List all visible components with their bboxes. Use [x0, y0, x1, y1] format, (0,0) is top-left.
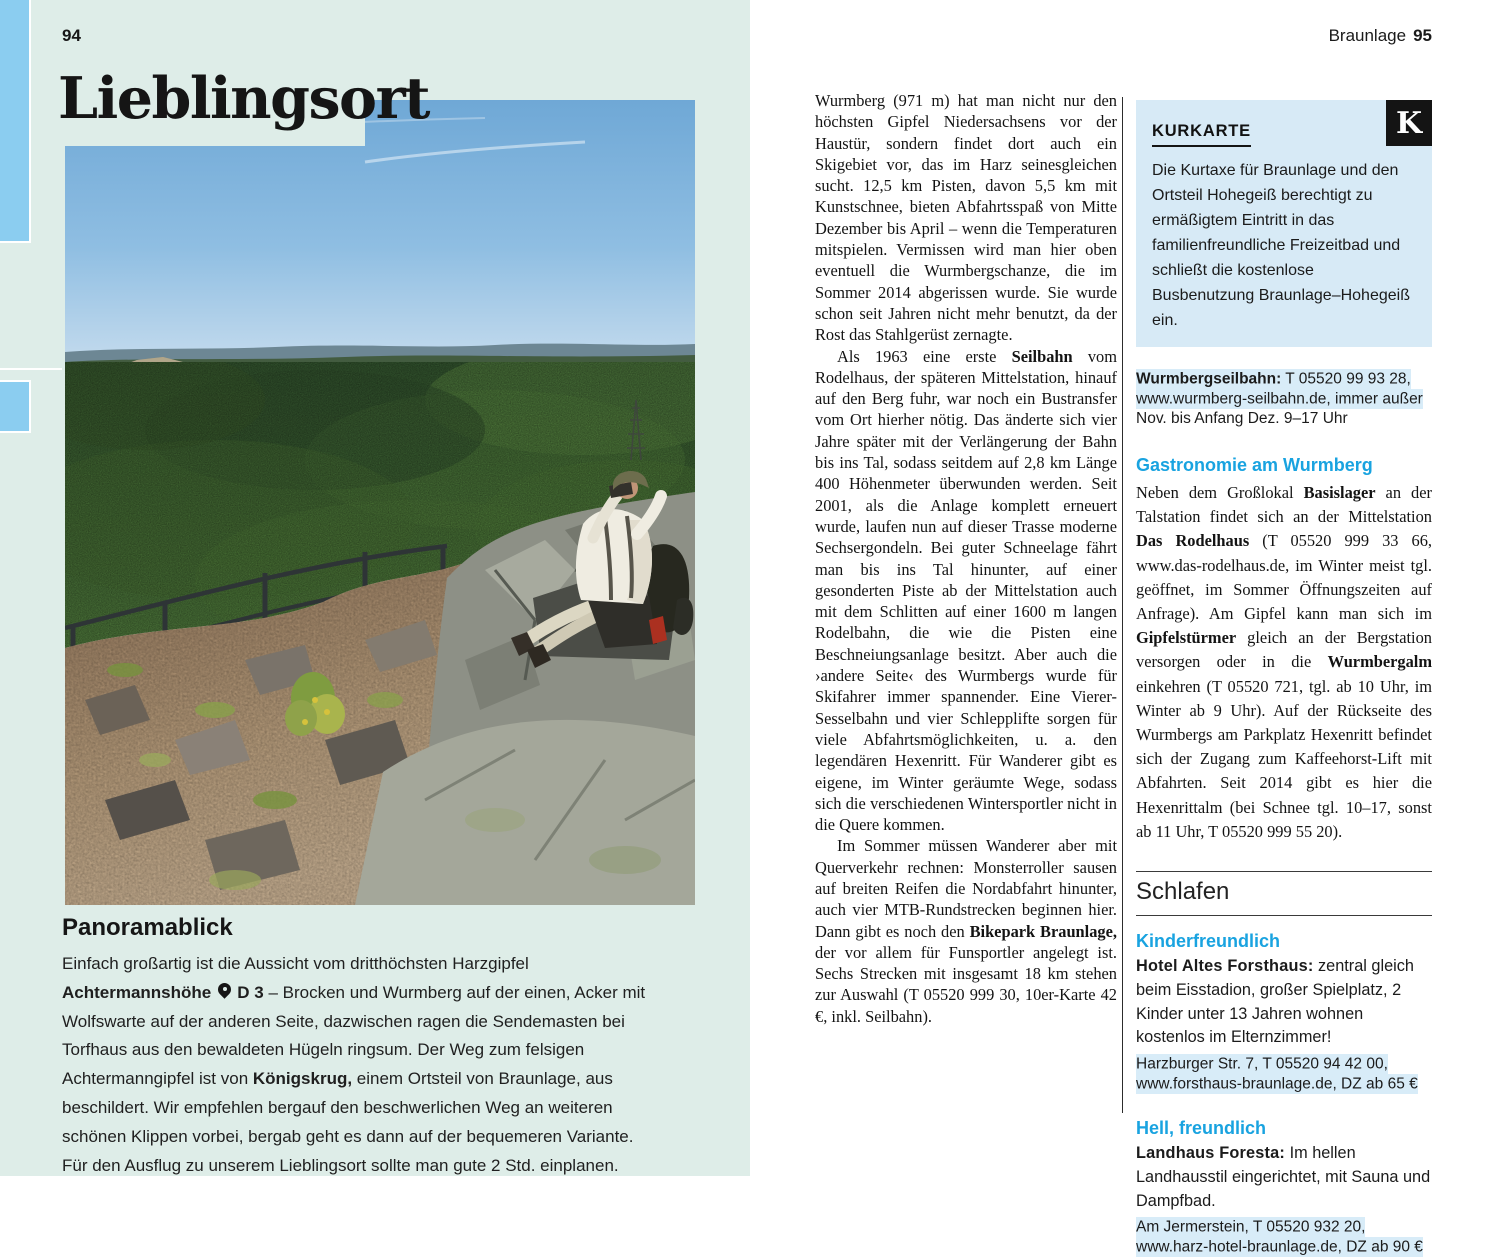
hotel-contact	[1136, 1218, 1432, 1258]
infobox-body: Die Kurtaxe für Braunlage und den Ortsteil Hohegeiß berechtigt zu ermäßigtem Eintritt in das familienfreundliche Freizeitbad und schließt die kostenlose Busbenutzung Braunlage–Hohegeiß ein.	[1152, 162, 1410, 329]
gastronomie-heading: Gastronomie am Wurmberg	[1136, 455, 1373, 475]
article-column	[815, 90, 1117, 1027]
info-column	[1136, 100, 1432, 1258]
page-title: Lieblingsort	[58, 65, 429, 132]
article-paragraph: Wurmberg (971 m) hat man nicht nur den höchsten Gipfel Niedersachsens vor der Haustür, sondern findet dort auch ein Skigebiet vor, das im Harz seinesgleichen sucht. 12,5 km Pisten, davon 5,5 km mit Kunstschnee, bieten Abfahrtsspaß von Mitte Dezember bis April – wenn die Temperaturen mitspielen. Vermissen wird man hier oben eventuell die Wurmbergschanze, die im Sommer 2014 abgerissen wurde. Sie wurde schon seit Jahren nicht mehr benutzt, da der Rost das Stahlgerüst zernagte.	[815, 91, 1117, 345]
edge-divider	[0, 368, 62, 370]
hotel-contact-text: Harzburger Str. 7, T 05520 94 42 00, www.forsthaus-braunlage.de, DZ ab 65 €	[1136, 1055, 1418, 1093]
left-page	[0, 0, 750, 1176]
column-divider	[1122, 97, 1123, 1113]
hotel-entry	[1136, 931, 1432, 1094]
k-badge-icon: K	[1386, 100, 1432, 146]
hotel-category: Kinderfreundlich	[1136, 931, 1281, 952]
article-paragraph: Als 1963 eine erste Seilbahn vom Rodelhaus, der späteren Mittelstation, hinauf auf den Berg fuhr, war noch ein Bustransfer vom Ort hierher nötig. Das änderte sich vier Jahre später mit der Verlängerung der Bahn bis ins Tal, sodass seitdem auf 2,8 km Länge 400 Höhenmeter überwunden werden. Seit 2001, als die Anlage komplett erneuert wurde, laufen nun auf dieser Trasse moderne Sechsergondeln. Bei guter Schneelage fährt man bis ins Tal hinunter, auf einer gesonderten Piste ab der Mittelstation auch mit dem Schlitten auf einer 1600 m langen Rodelbahn, die wie die Pisten eine Beschneiungsanlage besitzt. Aber auch die ›andere Seite‹ des Wurmbergs wurde für Skifahrer immer spannender. Eine Vierer-Sesselbahn und vier Schlepplifte sorgen für viele Abfahrtsmöglichkeiten, u. a. den legendären Hexenritt. Für Wanderer gibt es eigene, im Winter geräumte Wege, sodass sich die verschiedenen Wintersportler nicht in die Quere kommen.	[815, 346, 1117, 835]
hotel-description	[1136, 1142, 1432, 1213]
hotel-desc-text: zentral gleich beim Eisstadion, großer Spielplatz, 2 Kinder unter 13 Jahren wohnen kostenlos im Elternzimmer!	[1136, 957, 1414, 1047]
hotel-contact-text: Am Jermerstein, T 05520 932 20, www.harz-hotel-braunlage.de, DZ ab 90 €	[1136, 1218, 1423, 1256]
infobox-title: KURKARTE	[1152, 122, 1251, 147]
page-number-left: 94	[62, 26, 81, 45]
hotel-desc-text: Im hellen Landhausstil eingerichtet, mit Sauna und Dampfbad.	[1136, 1144, 1431, 1210]
schlafen-heading: Schlafen	[1136, 878, 1230, 906]
running-header	[1329, 26, 1432, 46]
page-number-right: 95	[1413, 26, 1432, 45]
edge-tab-top	[0, 0, 31, 243]
hotel-contact	[1136, 1054, 1432, 1094]
map-pin-icon	[218, 982, 232, 1001]
panorama-body: Einfach großartig ist die Aussicht vom dritthöchsten Harzgipfel Achtermannshöhe D 3 – Brocken und Wurmberg auf der einen, Acker mit Wolfswarte auf der anderen Seite, dazwischen ragen die Sendemasten bei Torfhaus aus den bewaldeten Hügeln ringsum. Der Weg zum felsigen Achtermanngipfel ist von Königskrug, einem Ortsteil von Braunlage, aus beschildert. Wir empfehlen bergauf den beschwerlichen Weg an weiteren schönen Klippen vorbei, bergab geht es dann auf der bequemeren Variante. Für den Ausflug zu unserem Lieblingsort sollte man gute 2 Std. einplanen.	[62, 954, 646, 1175]
right-page	[750, 0, 1500, 1256]
hotel-description	[1136, 955, 1432, 1050]
edge-tab-middle	[0, 380, 31, 433]
schlafen-section-header	[1136, 871, 1432, 916]
hotel-category: Hell, freundlich	[1136, 1118, 1267, 1139]
kurkarte-infobox	[1136, 100, 1432, 347]
panorama-heading: Panoramablick	[62, 914, 233, 941]
seilbahn-contact: Wurmbergseilbahn: T 05520 99 93 28, www.wurmberg-seilbahn.de, immer außer Nov. bis Anfang Dez. 9–17 Uhr	[1136, 370, 1423, 427]
panorama-photo	[65, 100, 695, 905]
gastronomie-body: Neben dem Großlokal Basislager an der Talstation findet sich an der Mittelstation Das Rodelhaus (T 05520 999 33 66, www.das-rodelhaus.de, im Winter meist tgl. geöffnet, im Sommer Öffnungszeiten auf Anfrage). Am Gipfel kann man sich im Gipfelstürmer gleich an der Bergstation versorgen oder in die Wurmbergalm einkehren (T 05520 721, tgl. ab 10 Uhr, im Winter ab 9 Uhr). Auf der Rückseite des Wurmbergs am Parkplatz Hexenritt befindet sich der Zugang zum Kaffeehorst-Lift mit Abfahrten. Seit 2014 gibt es hier die Hexenrittalm (bei Schnee tgl. 10–17, sonst ab 11 Uhr, T 05520 999 55 20).	[1136, 483, 1432, 841]
hotel-name: Hotel Altes Forsthaus:	[1136, 957, 1314, 976]
hotel-entry	[1136, 1118, 1432, 1257]
hotel-name: Landhaus Foresta:	[1136, 1144, 1286, 1163]
article-paragraph: Im Sommer müssen Wanderer aber mit Querverkehr rechnen: Monsterroller sausen auf breiten Reifen die Nordabfahrt hinunter, auch vier MTB-Rundstrecken beginnen hier. Dann gibt es noch den Bikepark Braunlage, der vor allem für Funsportler angelegt ist. Sechs Strecken mit insgesamt 18 km stehen zur Auswahl (T 05520 999 30, 10er-Karte 42 €, inkl. Seilbahn).	[815, 836, 1117, 1026]
header-section: Braunlage	[1328, 26, 1407, 45]
panorama-photo-illustration	[65, 100, 695, 905]
